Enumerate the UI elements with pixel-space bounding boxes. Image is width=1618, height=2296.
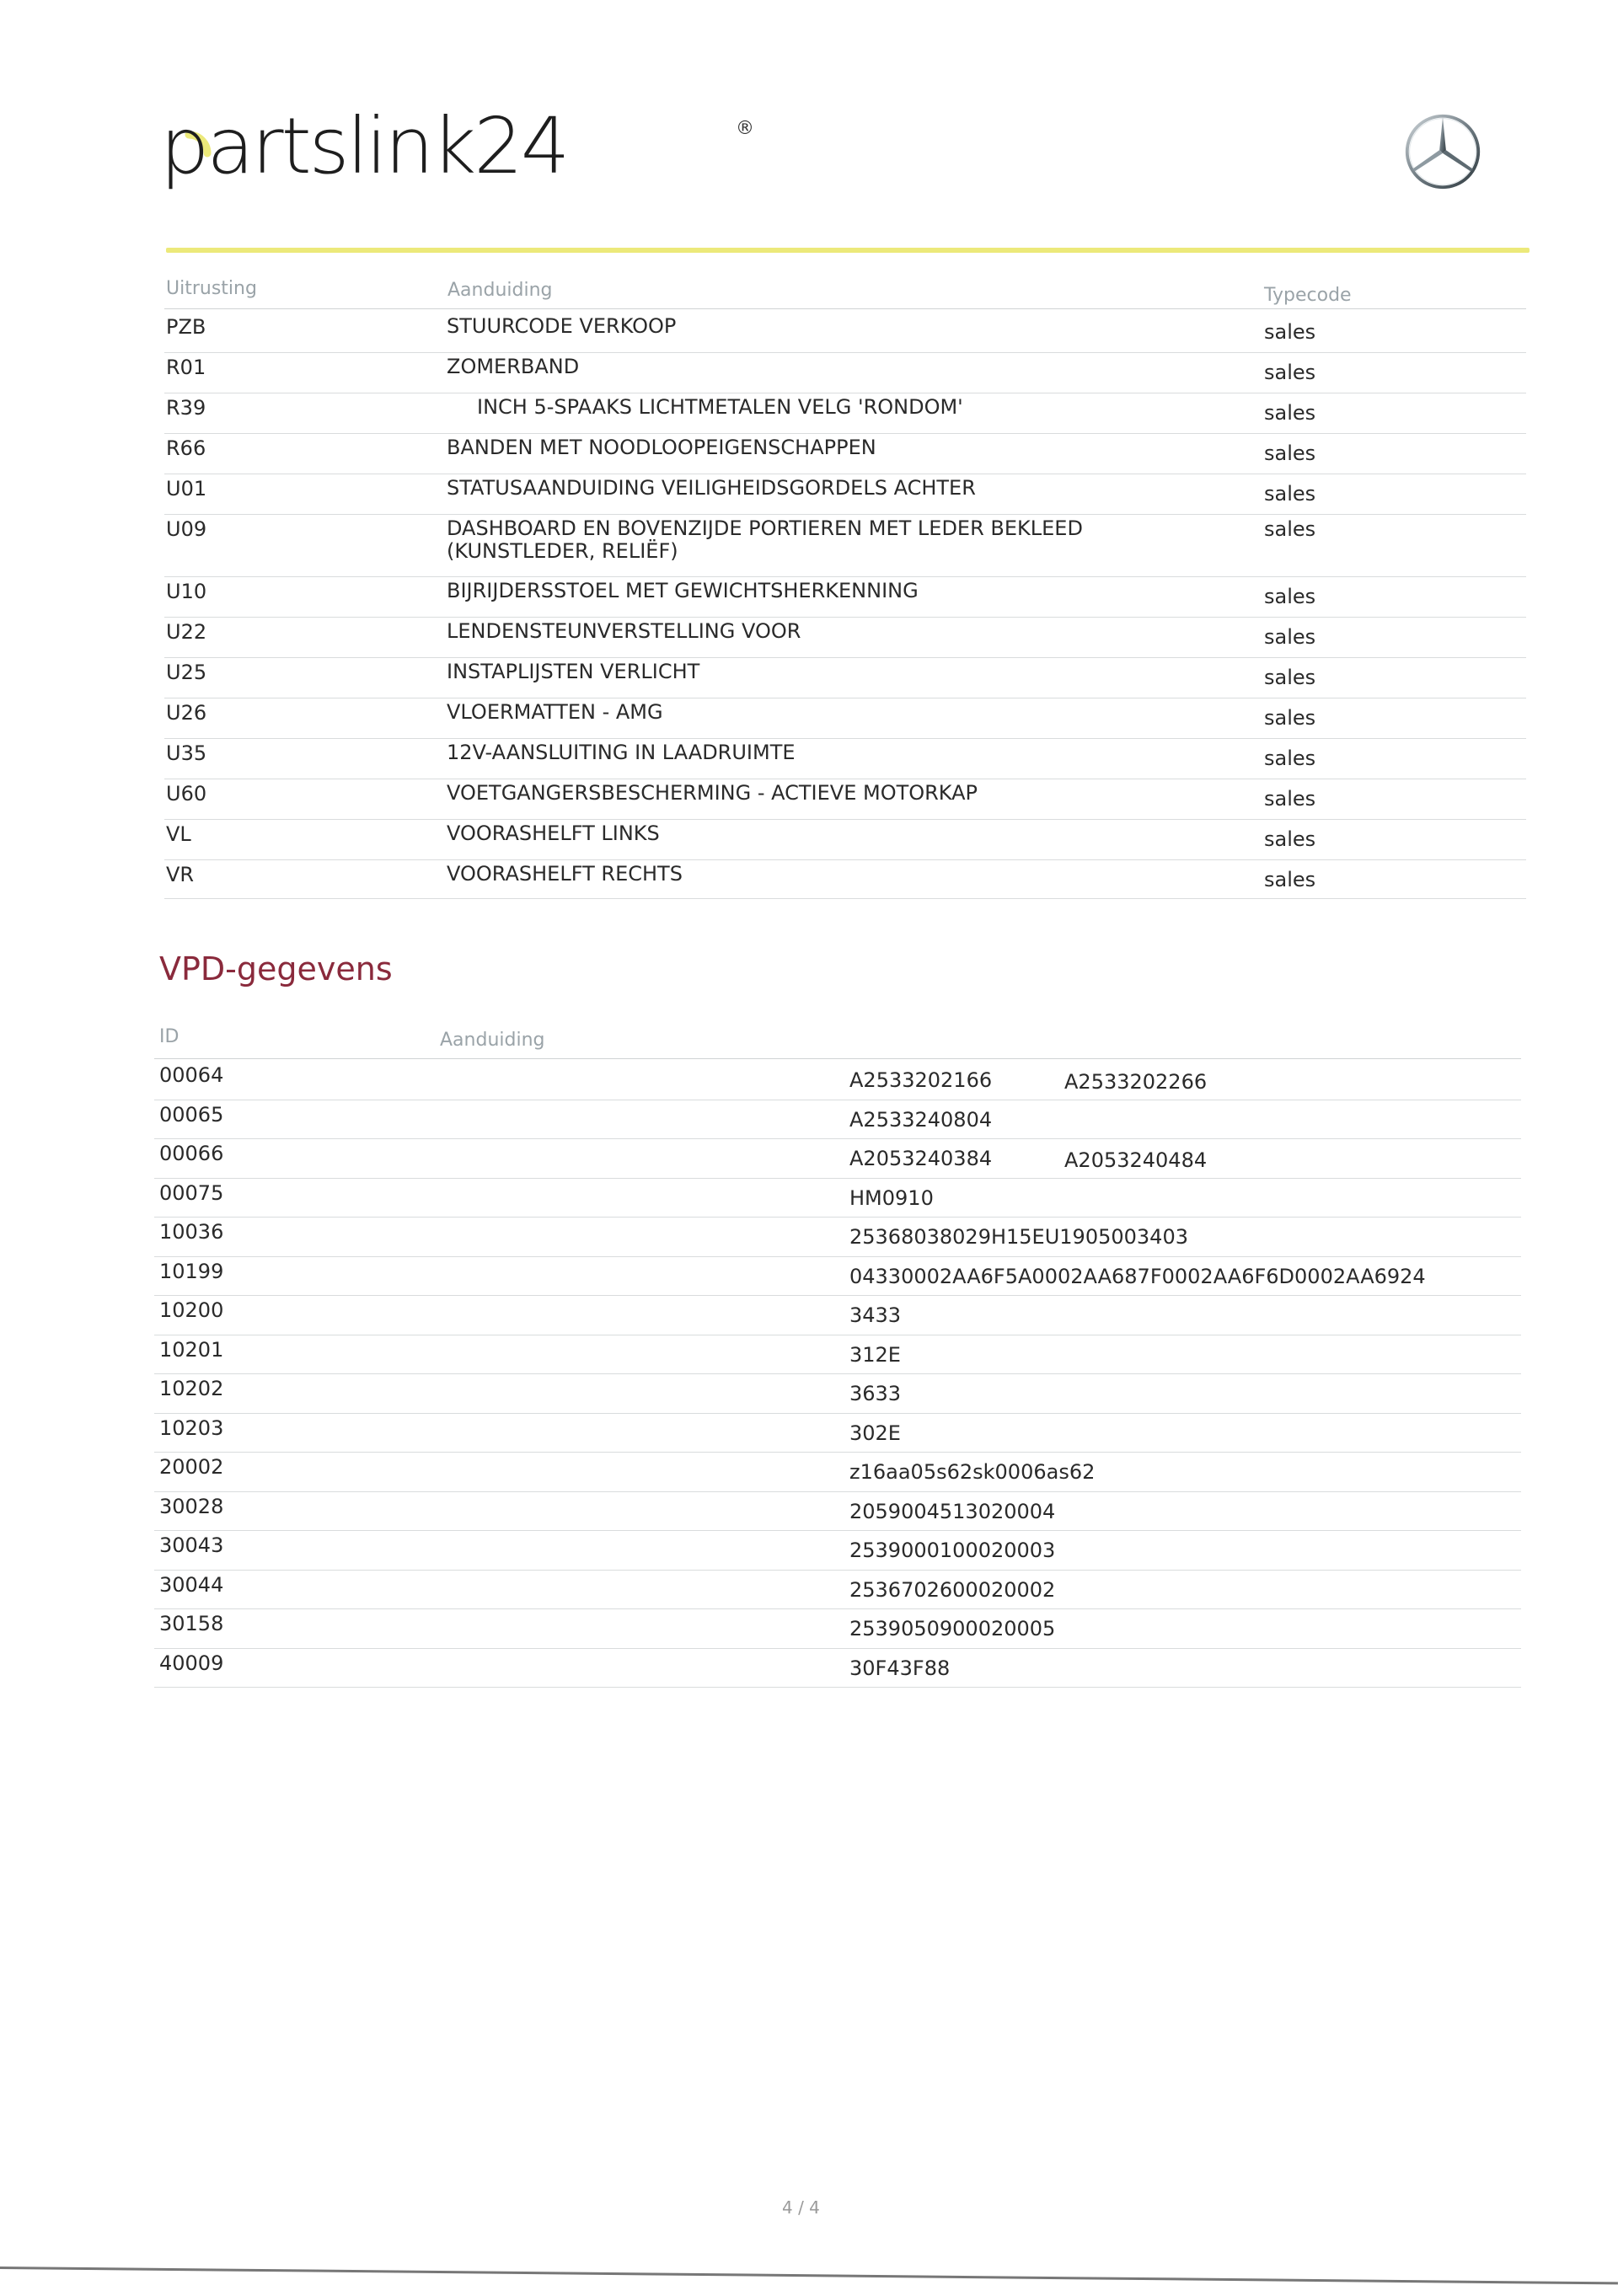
equipment-code: VL <box>166 822 191 846</box>
equipment-typecode: sales <box>1264 666 1316 689</box>
equipment-typecode: sales <box>1264 517 1316 541</box>
equipment-typecode: sales <box>1264 401 1316 425</box>
equipment-code: U25 <box>166 661 207 684</box>
vpd-id: 30044 <box>159 1572 224 1597</box>
equipment-code: U35 <box>166 741 207 765</box>
equipment-typecode: sales <box>1264 868 1316 891</box>
equipment-row <box>164 738 1526 779</box>
page-edge-line <box>0 2267 1618 2284</box>
vpd-row <box>154 1530 1521 1571</box>
equipment-description: VOORASHELFT LINKS <box>447 822 660 845</box>
equipment-code: VR <box>166 863 195 886</box>
equipment-row <box>164 576 1526 618</box>
vpd-value: 04330002AA6F5A0002AA687F0002AA6F6D0002AA6924 <box>849 1264 1426 1288</box>
equipment-row <box>164 352 1526 393</box>
equipment-description: STATUSAANDUIDING VEILIGHEIDSGORDELS ACHTER <box>447 476 976 500</box>
vpd-id: 30028 <box>159 1494 224 1518</box>
equipment-code: R01 <box>166 356 206 379</box>
vpd-row <box>154 1452 1521 1492</box>
equipment-description: VOETGANGERSBESCHERMING - ACTIEVE MOTORKAP <box>447 781 978 805</box>
vpd-id: 00075 <box>159 1180 224 1205</box>
vpd-id: 10200 <box>159 1298 224 1322</box>
equipment-row <box>164 657 1526 698</box>
vpd-value: 3633 <box>849 1382 902 1405</box>
equipment-row <box>164 474 1526 515</box>
equipment-description: INSTAPLIJSTEN VERLICHT <box>447 660 700 683</box>
column-header-aanduiding: Aanduiding <box>447 280 553 301</box>
equipment-description: VOORASHELFT RECHTS <box>447 862 683 886</box>
vpd-id: 10201 <box>159 1337 224 1362</box>
vpd-value: A2533240804 <box>849 1107 993 1132</box>
equipment-row <box>164 514 1526 577</box>
equipment-typecode: sales <box>1264 827 1316 851</box>
vpd-value: 302E <box>849 1421 901 1445</box>
equipment-typecode: sales <box>1264 787 1316 811</box>
vpd-id: 30158 <box>159 1612 224 1635</box>
vpd-id: 10199 <box>159 1259 224 1283</box>
equipment-description: 12V-AANSLUITING IN LAADRUIMTE <box>447 741 796 764</box>
equipment-description: ZOMERBAND <box>447 355 580 378</box>
equipment-typecode: sales <box>1264 625 1316 649</box>
vpd-value: 3433 <box>849 1303 902 1327</box>
column-header-typecode: Typecode <box>1264 285 1352 306</box>
vpd-row <box>154 1060 1521 1100</box>
equipment-row <box>164 698 1526 739</box>
vpd-id: 10036 <box>159 1220 224 1244</box>
equipment-row <box>164 312 1526 353</box>
vpd-value: 25368038029H15EU1905003403 <box>849 1225 1188 1249</box>
equipment-typecode: sales <box>1264 320 1316 344</box>
vpd-row <box>154 1491 1521 1532</box>
vpd-id: 00066 <box>159 1142 224 1165</box>
equipment-description: VLOERMATTEN - AMG <box>447 700 663 724</box>
equipment-description: BANDEN MET NOODLOOPEIGENSCHAPPEN <box>447 436 876 459</box>
vpd-row <box>154 1335 1521 1375</box>
column-header-uitrusting: Uitrusting <box>166 278 257 299</box>
equipment-row <box>164 859 1526 899</box>
vpd-row <box>154 1100 1521 1140</box>
vpd-value: z16aa05s62sk0006as62 <box>849 1460 1096 1484</box>
equipment-row <box>164 617 1526 658</box>
vpd-row <box>154 1570 1521 1610</box>
equipment-typecode: sales <box>1264 706 1316 730</box>
equipment-description: INCH 5-SPAAKS LICHTMETALEN VELG 'RONDOM' <box>477 395 963 419</box>
equipment-code: U22 <box>166 620 207 644</box>
vpd-id: 10202 <box>159 1377 224 1400</box>
vpd-value-secondary: A2053240484 <box>1064 1148 1208 1172</box>
vpd-value: 312E <box>849 1342 901 1367</box>
equipment-code: U01 <box>166 477 207 500</box>
equipment-row <box>164 393 1526 434</box>
vpd-value: A2053240384 <box>849 1147 993 1170</box>
equipment-code: R39 <box>166 396 206 420</box>
equipment-typecode: sales <box>1264 442 1316 465</box>
equipment-typecode: sales <box>1264 747 1316 770</box>
vpd-value: 2539000100020003 <box>849 1539 1056 1562</box>
vpd-value-secondary: A2533202266 <box>1064 1070 1208 1094</box>
equipment-description: DASHBOARD EN BOVENZIJDE PORTIEREN MET LEDER BEKLEED (KUNSTLEDER, RELIËF) <box>447 516 1083 563</box>
vpd-row <box>154 1256 1521 1297</box>
vpd-id: 10203 <box>159 1416 224 1440</box>
equipment-row <box>164 819 1526 860</box>
header-accent-rule <box>166 248 1530 253</box>
equipment-code: U60 <box>166 782 207 805</box>
equipment-description: BIJRIJDERSSTOEL MET GEWICHTSHERKENNING <box>447 579 919 602</box>
vpd-id: 40009 <box>159 1651 224 1675</box>
section-title-vpd: VPD-gegevens <box>159 950 393 987</box>
mercedes-star-icon <box>1402 111 1483 192</box>
equipment-typecode: sales <box>1264 361 1316 384</box>
vpd-row <box>154 1413 1521 1453</box>
vpd-row <box>154 1373 1521 1414</box>
equipment-code: R66 <box>166 436 206 460</box>
vpd-value: 2536702600020002 <box>849 1577 1056 1602</box>
vpd-id: 30043 <box>159 1533 224 1557</box>
vpd-id: 20002 <box>159 1455 224 1479</box>
vpd-value: 2539050900020005 <box>849 1617 1056 1640</box>
partslink24-logo <box>160 101 754 209</box>
vpd-value: HM0910 <box>849 1185 934 1210</box>
equipment-code: U09 <box>166 517 207 541</box>
header-divider <box>164 308 1526 309</box>
equipment-row <box>164 779 1526 820</box>
registered-mark: ® <box>736 118 754 139</box>
vpd-id: 00065 <box>159 1102 224 1127</box>
vpd-row <box>154 1178 1521 1218</box>
vpd-value: 2059004513020004 <box>849 1499 1056 1523</box>
vpd-id: 00064 <box>159 1063 224 1087</box>
vpd-row <box>154 1295 1521 1335</box>
vpd-row <box>154 1648 1521 1689</box>
vpd-value: A2533202166 <box>849 1068 993 1092</box>
column-header-aanduiding-vpd: Aanduiding <box>440 1030 545 1051</box>
equipment-description: STUURCODE VERKOOP <box>447 314 677 338</box>
equipment-typecode: sales <box>1264 482 1316 506</box>
column-header-id: ID <box>159 1026 179 1047</box>
vpd-row <box>154 1138 1521 1179</box>
equipment-typecode: sales <box>1264 585 1316 608</box>
equipment-code: U26 <box>166 701 207 725</box>
page-indicator: 4 / 4 <box>782 2197 820 2218</box>
vpd-row <box>154 1608 1521 1649</box>
vpd-value: 30F43F88 <box>849 1656 951 1680</box>
equipment-row <box>164 433 1526 474</box>
equipment-code: U10 <box>166 580 207 603</box>
vpd-header-divider <box>154 1058 1521 1059</box>
equipment-description: LENDENSTEUNVERSTELLING VOOR <box>447 619 801 643</box>
brand-name: partslink24 <box>160 101 568 191</box>
equipment-code: PZB <box>166 315 206 339</box>
vpd-row <box>154 1217 1521 1257</box>
